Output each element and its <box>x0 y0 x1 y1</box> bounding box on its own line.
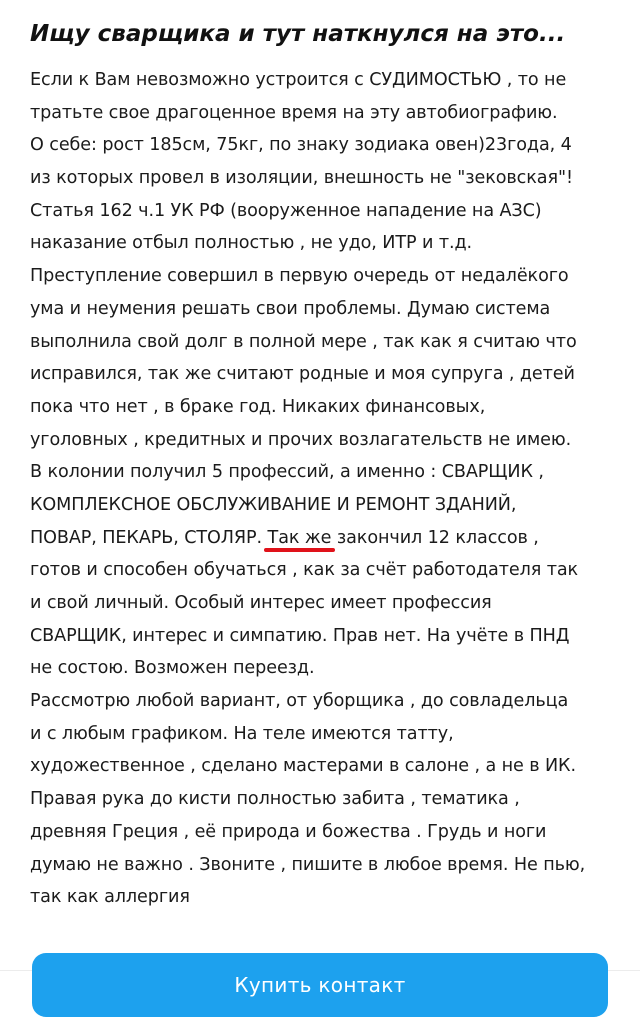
text-line: из которых провел в изоляции, внешность не "зековская"! <box>30 168 573 189</box>
text-segment: ПОВАР, ПЕКАРЬ, СТОЛЯР. <box>30 527 268 548</box>
text-line: Правая рука до кисти полностью забита , тематика , <box>30 789 520 810</box>
text-segment: закончил 12 классов , <box>331 527 539 548</box>
bottom-action-bar <box>0 938 640 1031</box>
text-line: и свой личный. Особый интерес имеет профессия <box>30 593 492 613</box>
text-line: В колонии получил 5 профессий, а именно : СВАРЩИК , <box>30 462 544 483</box>
buy-contact-button[interactable]: Купить контакт <box>32 953 608 1017</box>
text-line: художественное , сделано мастерами в салоне , а не в ИК. <box>30 756 576 777</box>
post-title: Ищу сварщика и тут наткнулся на это... <box>30 21 566 47</box>
text-line: Рассмотрю любой вариант, от уборщика , до совладельца <box>30 691 569 712</box>
text-line: Преступление совершил в первую очередь от недалёкого <box>30 266 569 287</box>
text-line: Если к Вам невозможно устроится с СУДИМОСТЬЮ , то не <box>30 70 567 90</box>
text-line: пока что нет , в браке год. Никаких финансовых, <box>30 396 486 417</box>
text-line: не состою. Возможен переезд. <box>30 658 315 679</box>
text-line-with-underline <box>30 522 630 555</box>
text-line: древняя Греция , её природа и божества . Грудь и ноги <box>30 821 547 842</box>
text-line: уголовных , кредитных и прочих возлагательств не имею. <box>30 429 572 450</box>
text-line: так как аллергия <box>30 887 190 908</box>
text-line: ума и неумения решать свои проблемы. Думаю система <box>30 298 551 319</box>
text-line: наказание отбыл полностью , не удо, ИТР и т.д. <box>30 233 473 254</box>
text-line: исправился, так же считают родные и моя супруга , детей <box>30 364 575 385</box>
text-line: КОМПЛЕКСНОЕ ОБСЛУЖИВАНИЕ И РЕМОНТ ЗДАНИЙ, <box>30 494 517 515</box>
text-line: О себе: рост 185см, 75кг, по знаку зодиака овен)23года, 4 <box>30 135 572 156</box>
text-line: и с любым графиком. На теле имеются татту, <box>30 723 454 744</box>
text-line: СВАРЩИК, интерес и симпатию. Прав нет. На учёте в ПНД <box>30 625 570 646</box>
resume-text <box>30 64 630 914</box>
text-line: Статья 162 ч.1 УК РФ (вооруженное нападение на АЗС) <box>30 200 542 221</box>
text-line: выполнила свой долг в полной мере , так как я считаю что <box>30 331 577 352</box>
red-underlined-phrase: Так же <box>268 522 332 555</box>
text-line: готов и способен обучаться , как за счёт работодателя так <box>30 560 579 581</box>
text-line: тратьте свое драгоценное время на эту автобиографию. <box>30 102 558 123</box>
text-line: думаю не важно . Звоните , пишите в любое время. Не пью, <box>30 854 586 875</box>
